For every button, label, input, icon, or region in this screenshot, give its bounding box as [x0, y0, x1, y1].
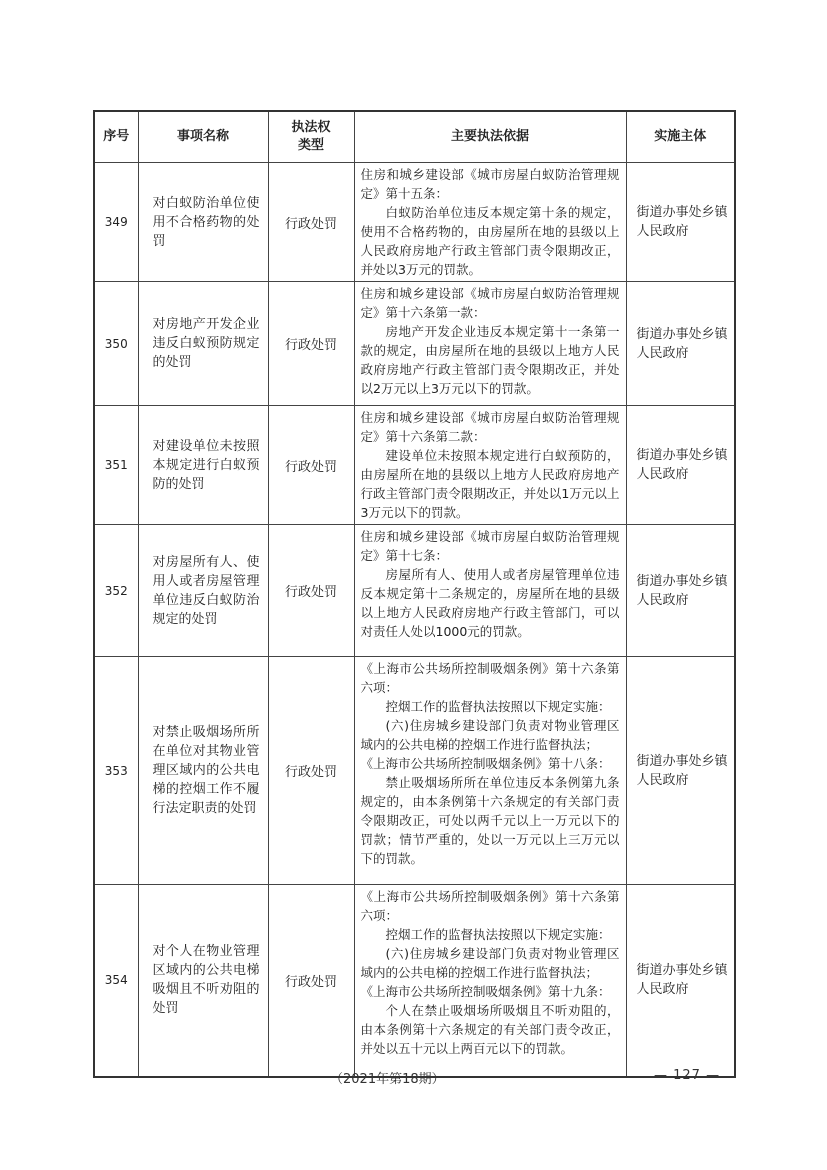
table-header-row — [94, 111, 735, 163]
basis-line: 房地产开发企业违反本规定第十一条第一款的规定，由房屋所在地的县级以上地方人民政府房地产行政主管部门责令限期改正，并处以2万元以上3万元以下的罚款。 — [360, 324, 620, 396]
basis-line: 控烟工作的监督执法按照以下规定实施： — [385, 927, 611, 942]
basis-line: 住房和城乡建设部《城市房屋白蚁防治管理规定》第十六条第一款： — [360, 286, 620, 320]
row-type: 行政处罚 — [268, 525, 354, 657]
row-basis — [354, 282, 626, 406]
row-name: 对建设单位未按照本规定进行白蚁预防的处罚 — [138, 406, 268, 525]
row-type: 行政处罚 — [268, 163, 354, 282]
row-type: 行政处罚 — [268, 657, 354, 885]
basis-line: 住房和城乡建设部《城市房屋白蚁防治管理规定》第十七条： — [360, 529, 620, 563]
row-seq: 352 — [94, 525, 138, 657]
row-type: 行政处罚 — [268, 282, 354, 406]
row-basis — [354, 163, 626, 282]
basis-line: (六)住房城乡建设部门负责对物业管理区域内的公共电梯的控烟工作进行监督执法； — [360, 946, 620, 980]
row-seq: 351 — [94, 406, 138, 525]
basis-line: 住房和城乡建设部《城市房屋白蚁防治管理规定》第十五条： — [360, 167, 620, 201]
row-subject: 街道办事处乡镇人民政府 — [626, 163, 735, 282]
header-name: 事项名称 — [138, 111, 268, 163]
header-type: 执法权类型 — [268, 111, 354, 163]
table-row — [94, 406, 735, 525]
row-name: 对禁止吸烟场所所在单位对其物业管理区域内的公共电梯的控烟工作不履行法定职责的处罚 — [138, 657, 268, 885]
row-name: 对白蚁防治单位使用不合格药物的处罚 — [138, 163, 268, 282]
header-subject: 实施主体 — [626, 111, 735, 163]
table-row — [94, 282, 735, 406]
basis-line: 房屋所有人、使用人或者房屋管理单位违反本规定第十二条规定的，房屋所在地的县级以上地方人民政府房地产行政主管部门，可以对责任人处以1000元的罚款。 — [360, 567, 620, 639]
row-type: 行政处罚 — [268, 406, 354, 525]
table-row — [94, 885, 735, 1077]
row-seq: 350 — [94, 282, 138, 406]
row-name: 对房地产开发企业违反白蚁预防规定的处罚 — [138, 282, 268, 406]
basis-line: 白蚁防治单位违反本规定第十条的规定，使用不合格药物的，由房屋所在地的县级以上人民政府房地产行政主管部门责令限期改正，并处以3万元的罚款。 — [360, 205, 620, 277]
row-subject: 街道办事处乡镇人民政府 — [626, 406, 735, 525]
row-seq: 354 — [94, 885, 138, 1077]
header-seq: 序号 — [94, 111, 138, 163]
table-row — [94, 163, 735, 282]
row-name: 对房屋所有人、使用人或者房屋管理单位违反白蚁防治规定的处罚 — [138, 525, 268, 657]
basis-line: 《上海市公共场所控制吸烟条例》第十九条： — [360, 984, 611, 999]
table-row — [94, 657, 735, 885]
row-basis — [354, 657, 626, 885]
row-subject: 街道办事处乡镇人民政府 — [626, 525, 735, 657]
basis-line: 控烟工作的监督执法按照以下规定实施： — [385, 699, 611, 714]
basis-line: 住房和城乡建设部《城市房屋白蚁防治管理规定》第十六条第二款： — [360, 410, 620, 444]
enforcement-table — [93, 110, 736, 1078]
row-basis — [354, 525, 626, 657]
row-name: 对个人在物业管理区域内的公共电梯吸烟且不听劝阻的处罚 — [138, 885, 268, 1077]
basis-line: 《上海市公共场所控制吸烟条例》第十六条第六项： — [360, 661, 620, 695]
row-seq: 353 — [94, 657, 138, 885]
row-subject: 街道办事处乡镇人民政府 — [626, 657, 735, 885]
header-basis: 主要执法依据 — [354, 111, 626, 163]
row-basis — [354, 885, 626, 1077]
row-basis — [354, 406, 626, 525]
row-seq: 349 — [94, 163, 138, 282]
basis-line: 建设单位未按照本规定进行白蚁预防的，由房屋所在地的县级以上地方人民政府房地产行政主管部门责令限期改正，并处以1万元以上3万元以下的罚款。 — [360, 448, 620, 520]
page-number: — 127 — — [654, 1068, 721, 1083]
row-subject: 街道办事处乡镇人民政府 — [626, 885, 735, 1077]
row-subject: 街道办事处乡镇人民政府 — [626, 282, 735, 406]
basis-line: (六)住房城乡建设部门负责对物业管理区域内的公共电梯的控烟工作进行监督执法； — [360, 718, 620, 752]
basis-line: 《上海市公共场所控制吸烟条例》第十八条： — [360, 756, 611, 771]
basis-line: 个人在禁止吸烟场所吸烟且不听劝阻的，由本条例第十六条规定的有关部门责令改正，并处以五十元以上两百元以下的罚款。 — [360, 1003, 620, 1056]
basis-line: 禁止吸烟场所所在单位违反本条例第九条规定的，由本条例第十六条规定的有关部门责令限期改正，可处以两千元以上一万元以下的罚款；情节严重的，处以一万元以上三万元以下的罚款。 — [360, 775, 620, 866]
basis-line: 《上海市公共场所控制吸烟条例》第十六条第六项： — [360, 889, 620, 923]
issue-label: （2021年第18期） — [330, 1072, 445, 1087]
row-type: 行政处罚 — [268, 885, 354, 1077]
table-row — [94, 525, 735, 657]
